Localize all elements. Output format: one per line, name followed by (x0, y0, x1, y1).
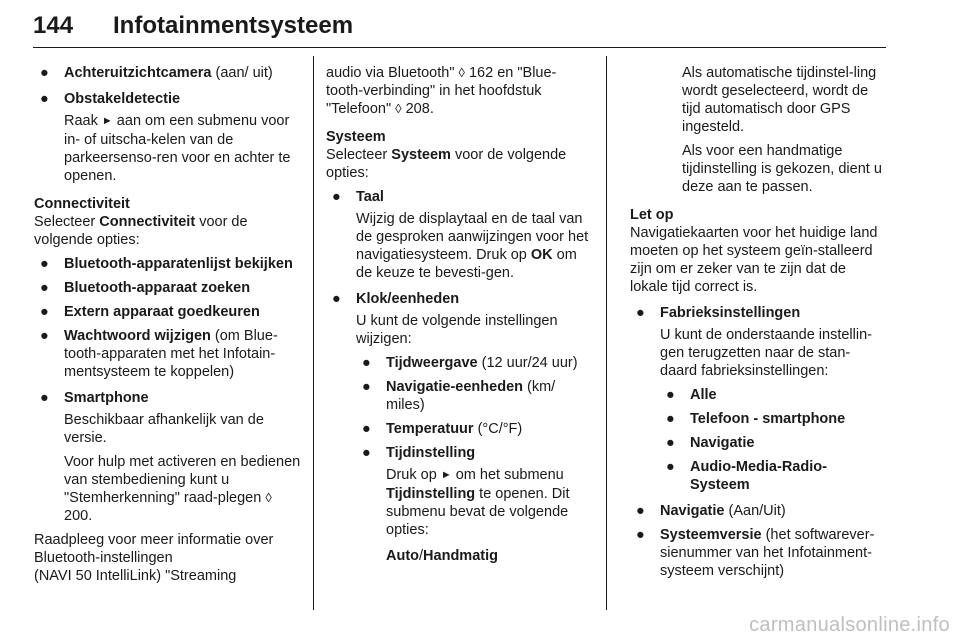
list-item: ● Audio-Media-Radio-Systeem (666, 459, 827, 493)
list-item-achteruitzichtcamera: ● Achteruitzichtcamera (aan/ uit) (40, 65, 273, 81)
note-text: Navigatiekaarten voor het huidige land moeten op het systeem geïn-stalleerd zijn om er zeker van te zijn dat de lokale tijd correct is. (630, 225, 878, 295)
list-item-tijdinstelling: ● Tijdinstelling Druk op ► om het submenu Tijdinstelling te openen. Dit submenu bevat de volgende opties: Auto/Handmatig (362, 445, 570, 564)
paragraph: (NAVI 50 IntelliLink) "Streaming (34, 568, 237, 584)
paragraph: audio via Bluetooth" ◊ 162 en "Blue-tooth-verbinding" in het hoofdstuk "Telefoon" ◊ 208. (326, 65, 557, 117)
bullet-icon: ● (636, 305, 645, 321)
list-item: ● Alle (666, 387, 717, 403)
list-item-smartphone: ● Smartphone Beschikbaar afhankelijk van de versie. Voor hulp met activeren en bedienen van stembediening kunt u "Stemherkenning" raad-plegen ◊ 200. (40, 390, 301, 524)
reference-icon: ◊ (265, 490, 272, 505)
arrow-right-icon: ► (440, 469, 452, 481)
bullet-icon: ● (636, 527, 645, 543)
column-divider-1 (313, 56, 314, 610)
bullet-icon: ● (332, 291, 341, 307)
bullet-icon: ● (666, 459, 675, 475)
note-heading: Let op (630, 207, 674, 223)
paragraph: Raadpleeg voor meer informatie over Bluetooth-instellingen (34, 532, 274, 566)
column-2 (326, 64, 592, 565)
bullet-icon: ● (362, 379, 371, 395)
page-header (33, 12, 886, 48)
list-item-systeemversie: ● Systeemversie (het softwarever-sienummer van het Infotainment-systeem verschijnt) (636, 527, 875, 579)
list-item: ● Wachtwoord wijzigen (om Blue-tooth-apparaten met het Infotain-mentsysteem te koppelen) (40, 328, 278, 380)
bullet-icon: ● (666, 435, 675, 451)
list-item-obstakeldetectie: ● Obstakeldetectie Raak ► aan om een submenu voor in- of uitscha-kelen van de parkeersenso-ren voor en achter te openen. (40, 91, 291, 184)
bullet-icon: ● (40, 328, 49, 344)
list-item-taal: ● Taal Wijzig de displaytaal en de taal van de gesproken aanwijzingen voor het navigatiesysteem. Druk op OK om de keuze te bevesti-gen. (332, 189, 589, 281)
bullet-icon: ● (40, 390, 49, 406)
paragraph: Als voor een handmatige tijdinstelling is gekozen, dient u deze aan te passen. (682, 143, 882, 195)
list-item: ● Temperatuur (°C/°F) (362, 421, 523, 437)
bullet-icon: ● (40, 256, 49, 272)
paragraph: Als automatische tijdinstel-ling wordt geselecteerd, wordt de tijd automatisch door GPS ingesteld. (682, 65, 877, 135)
list-item-klok: ● Klok/eenheden U kunt de volgende instellingen wijzigen: ● Tijdweergave (12 uur/24 uur) ● Navigatie-eenheden (km/ miles) ● Temperatuur (°C/°F) ● Tijdinstelling Druk op ► om het submenu Tijdinstelling te openen. Dit submenu bevat de volgende opties: Auto/Handmatig (326, 290, 592, 565)
bullet-icon: ● (666, 387, 675, 403)
bullet-icon: ● (332, 189, 341, 205)
list-item: ● Navigatie (666, 435, 755, 451)
list-item: ● Tijdweergave (12 uur/24 uur) (362, 355, 578, 371)
list-item-navigatie: ● Navigatie (Aan/Uit) (636, 503, 786, 519)
reference-icon: ◊ (458, 65, 465, 80)
column-1 (34, 64, 302, 585)
bullet-icon: ● (666, 411, 675, 427)
bullet-icon: ● (40, 280, 49, 296)
bullet-icon: ● (362, 445, 371, 461)
list-item-fabrieksinstellingen: ● Fabrieksinstellingen U kunt de onderstaande instellin-gen terugzetten naar de stan-daard fabrieksinstellingen: ● Alle ● Telefoon - smartphone ● Navigatie ● Audio-Media-Radio-Systeem (630, 304, 886, 494)
header-rule (33, 47, 886, 48)
list-item: ● Bluetooth-apparaat zoeken (40, 280, 251, 296)
bullet-icon: ● (40, 304, 49, 320)
watermark: carmanualsonline.info (749, 614, 950, 636)
arrow-right-icon: ► (101, 115, 113, 127)
bullet-icon: ● (40, 65, 49, 81)
bullet-icon: ● (362, 355, 371, 371)
section-heading-systeem: Systeem (326, 129, 386, 145)
list-item: ● Bluetooth-apparatenlijst bekijken (40, 256, 293, 272)
reference-icon: ◊ (395, 101, 402, 116)
list-item: ● Navigatie-eenheden (km/ miles) (362, 379, 556, 413)
page-title: Infotainmentsysteem (113, 12, 354, 39)
bullet-icon: ● (40, 91, 49, 107)
section-intro: Selecteer Systeem voor de volgende opties: (326, 147, 567, 181)
page-number: 144 (33, 12, 74, 39)
list-item: ● Extern apparaat goedkeuren (40, 304, 260, 320)
section-heading-connectiviteit: Connectiviteit (34, 196, 130, 212)
list-item: ● Telefoon - smartphone (666, 411, 846, 427)
bullet-icon: ● (362, 421, 371, 437)
section-intro: Selecteer Connectiviteit voor de volgende opties: (34, 214, 248, 248)
column-divider-2 (606, 56, 607, 610)
bullet-icon: ● (636, 503, 645, 519)
column-3 (630, 64, 886, 580)
